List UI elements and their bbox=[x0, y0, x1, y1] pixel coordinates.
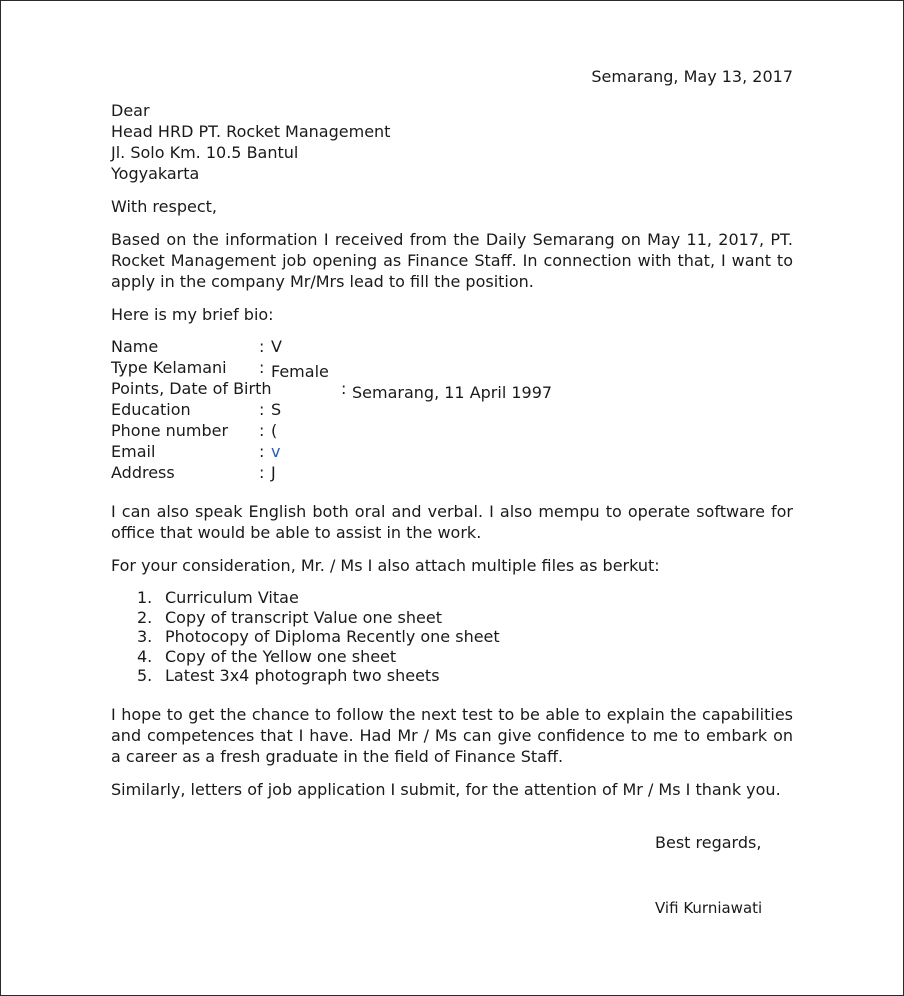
bio-value: v bbox=[271, 442, 281, 461]
bio-label: Phone number bbox=[111, 421, 229, 440]
letter-date: Semarang, May 13, 2017 bbox=[591, 67, 793, 86]
bio-colon: : bbox=[259, 421, 265, 440]
bio-colon: : bbox=[259, 442, 265, 461]
bio-colon: : bbox=[259, 400, 265, 419]
list-item: 1. Curriculum Vitae bbox=[137, 588, 299, 607]
greeting: With respect, bbox=[111, 197, 217, 216]
attachments-list bbox=[137, 587, 500, 685]
recipient-name: Head HRD PT. Rocket Management bbox=[111, 122, 391, 141]
bio-colon: : bbox=[259, 337, 265, 356]
hope-paragraph: I hope to get the chance to follow the next test to be able to explain the capabilities and competences that I have. Had Mr / Ms can give confidence to me to embark on a career as a fresh graduate in the field of Finance Staff. bbox=[111, 705, 793, 766]
closing-paragraph: Similarly, letters of job application I submit, for the attention of Mr / Ms I thank you. bbox=[111, 780, 781, 799]
list-item: 2. Copy of transcript Value one sheet bbox=[137, 607, 442, 627]
bio-label: Type Kelamani bbox=[111, 358, 227, 377]
intro-paragraph: Based on the information I received from the Daily Semarang on May 11, 2017, PT. Rocket Management job opening as Finance Staff. In connection with that, I want to apply in the company Mr/Mrs lead to fill the position. bbox=[111, 230, 793, 291]
recipient-city: Yogyakarta bbox=[111, 164, 200, 183]
bio-label: Address bbox=[111, 463, 175, 482]
bio-label: Email bbox=[111, 442, 156, 461]
bio-colon: : bbox=[259, 358, 265, 377]
bio-colon: : bbox=[259, 463, 265, 482]
bio-value: ( bbox=[271, 421, 278, 440]
list-item: 4. Copy of the Yellow one sheet bbox=[137, 646, 397, 666]
list-item: 5. Latest 3x4 photograph two sheets bbox=[137, 666, 440, 686]
skills-paragraph: I can also speak English both oral and verbal. I also mempu to operate software for office that would be able to assist in the work. bbox=[111, 502, 793, 542]
recipient-address bbox=[111, 100, 390, 184]
bio-label: Education bbox=[111, 400, 191, 419]
list-item: 3. Photocopy of Diploma Recently one sheet bbox=[137, 627, 500, 647]
bio-value: J bbox=[271, 463, 276, 482]
bio-colon: : bbox=[341, 379, 347, 398]
salutation: Dear bbox=[111, 101, 150, 120]
bio-label: Points, Date of Birth bbox=[111, 379, 272, 398]
attachments-intro: For your consideration, Mr. / Ms I also attach multiple files as berkut: bbox=[111, 556, 660, 575]
bio-label: Name bbox=[111, 337, 159, 356]
bio-value: V bbox=[271, 337, 282, 356]
bio-heading: Here is my brief bio: bbox=[111, 305, 274, 324]
bio-value: Female bbox=[271, 362, 329, 381]
signature-name: Vifi Kurniawati bbox=[655, 899, 763, 917]
recipient-street: Jl. Solo Km. 10.5 Bantul bbox=[111, 143, 299, 162]
bio-value: Semarang, 11 April 1997 bbox=[352, 383, 553, 402]
bio-value: S bbox=[271, 400, 282, 419]
closing-regards: Best regards, bbox=[655, 833, 762, 852]
